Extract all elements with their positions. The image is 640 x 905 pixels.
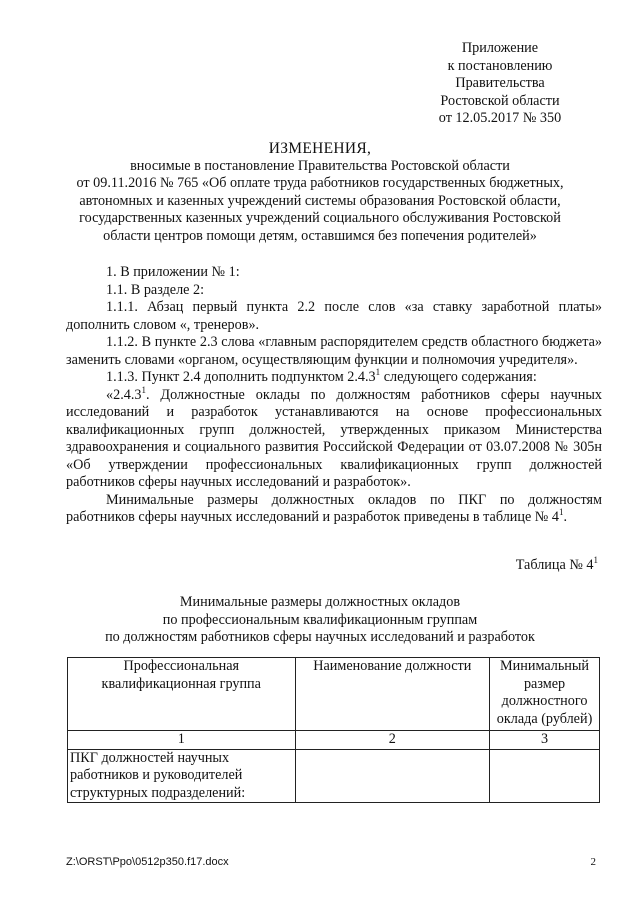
table-caption	[40, 594, 600, 647]
caption-line: Минимальные размеры должностных окладов	[179, 594, 461, 610]
paragraph-text: . Должностные оклады по должностям работников сферы научных исследований и разработок устанавливаются на основе профессиональных квалификационных групп должностей, утвержденных приказом Министерства здравоохранения и социального развития Российской Федерации от 03.07.2008 № 305н «Об утверждении профессиональных квалификационных групп должностей работников сферы научных исследований и разработок».	[66, 386, 602, 490]
paragraph	[66, 369, 602, 387]
paragraph	[66, 384, 602, 492]
appendix-line: Правительства	[455, 75, 545, 91]
table-cell: ПКГ должностей научных работников и руководителей структурных подразделений:	[68, 749, 296, 803]
column-number: 3	[490, 731, 600, 750]
paragraph-text: Минимальные размеры должностных окладов по ПКГ по должностям работников сферы научных исследований и разработок приведены в таблице № 4	[66, 491, 602, 525]
page-number: 2	[590, 856, 596, 868]
paragraph: 1.1.1. Абзац первый пункта 2.2 после слов «за ставку заработной платы» дополнить словом «, тренеров».	[66, 299, 602, 333]
column-number: 1	[68, 731, 296, 750]
heading-line: государственных казенных учреждений социального обслуживания Ростовской	[79, 210, 561, 226]
paragraph: 1.1. В разделе 2:	[106, 281, 205, 298]
table-label-text: Таблица № 4	[515, 557, 594, 573]
salary-table	[67, 657, 600, 803]
table-row	[68, 749, 600, 803]
appendix-block	[380, 40, 620, 128]
paragraph-text: «2.4.3	[106, 386, 142, 403]
paragraph-text: .	[563, 509, 568, 525]
appendix-date-line: от 12.05.2017 № 350	[438, 110, 562, 126]
column-header: Минимальный размер должностного оклада (рублей)	[490, 658, 600, 731]
table-label	[516, 557, 598, 575]
paragraph	[66, 492, 602, 527]
caption-line: по профессиональным квалификационным группам	[162, 611, 478, 628]
heading-line: автономных и казенных учреждений системы образования Ростовской области,	[79, 192, 561, 209]
column-header: Профессиональная квалификационная группа	[68, 658, 296, 731]
table-cell	[295, 749, 490, 803]
table-number-row	[68, 731, 600, 750]
paragraph-text: следующего содержания:	[380, 369, 537, 385]
column-header: Наименование должности	[295, 658, 490, 731]
paragraph: 1. В приложении № 1:	[106, 264, 240, 280]
paragraph-text: 1.1.3. Пункт 2.4 дополнить подпунктом 2.4.3	[106, 369, 376, 385]
column-number: 2	[295, 731, 490, 750]
appendix-line: Приложение	[461, 40, 539, 56]
caption-line: по должностям работников сферы научных исследований и разработок	[105, 629, 535, 645]
appendix-line: Ростовской области	[440, 92, 560, 109]
appendix-line: к постановлению	[447, 57, 553, 74]
heading-line: области центров помощи детям, оставшимся без попечения родителей»	[103, 227, 537, 244]
heading-line: вносимые в постановление Правительства Ростовской области	[130, 157, 510, 174]
document-title: ИЗМЕНЕНИЯ,	[268, 140, 372, 157]
superscript: 1	[593, 555, 598, 565]
table-header-row	[68, 658, 600, 731]
footer-file-path: Z:\ORST\Ppo\0512p350.f17.docx	[66, 856, 229, 868]
superscript: 1	[375, 367, 381, 377]
document-body	[66, 264, 602, 527]
document-heading	[40, 140, 600, 245]
table-cell	[490, 749, 600, 803]
superscript: 1	[141, 384, 146, 395]
heading-line: от 09.11.2016 № 765 «Об оплате труда работников государственных бюджетных,	[76, 175, 564, 191]
paragraph: 1.1.2. В пункте 2.3 слова «главным распорядителем средств областного бюджета» заменить словами «органом, осуществляющим функции и полномочия учредителя».	[66, 334, 602, 368]
superscript: 1	[559, 507, 564, 517]
